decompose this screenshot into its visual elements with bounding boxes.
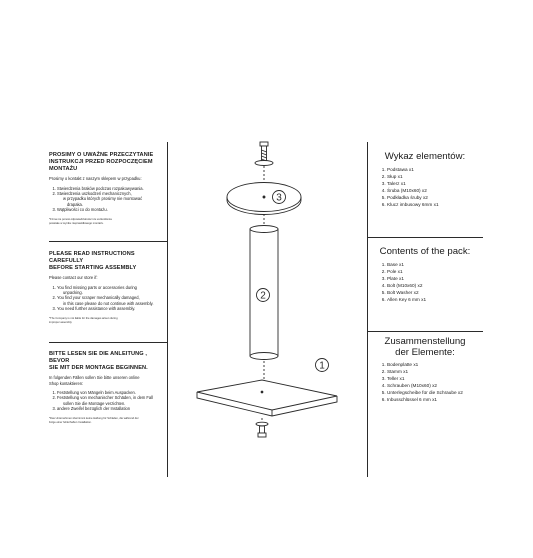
contact-reasons-list bbox=[49, 390, 165, 411]
contact-intro: Please contact our store if: bbox=[49, 275, 98, 281]
parts-list-german bbox=[375, 361, 507, 404]
list-item: 6. Klucz imbusowy 6mm x1 bbox=[387, 201, 507, 208]
contact-intro: Prosimy o kontakt z naszym sklepem w przypadku: bbox=[49, 176, 142, 182]
base-part bbox=[197, 380, 337, 416]
right-divider bbox=[367, 142, 368, 477]
list-item: 1. Base x1 bbox=[387, 261, 507, 268]
instructions-polish bbox=[49, 152, 165, 225]
plate-part bbox=[227, 183, 301, 215]
liability-footnote: *The Company is not liable for the damages arisen during improper assembly. bbox=[49, 317, 118, 324]
list-item: 1. Stwierdzenia braków podczas rozpakowywania. bbox=[57, 186, 165, 191]
parts-list-title-english: Contents of the pack: bbox=[379, 246, 471, 257]
left-separator-2 bbox=[49, 342, 167, 343]
list-item: 3. Plate x1 bbox=[387, 275, 507, 282]
list-item: 4. Śruba (M10x60) x2 bbox=[387, 187, 507, 194]
list-item: 5. Bolt Washer x2 bbox=[387, 289, 507, 296]
list-item: 3. Teller x1 bbox=[387, 375, 507, 382]
left-separator-1 bbox=[49, 241, 167, 242]
list-item: 6. Allen Key 6 mm x1 bbox=[387, 296, 507, 303]
list-item: 3. You need further assistance with assembly. bbox=[57, 306, 165, 311]
parts-list-polish bbox=[375, 166, 507, 209]
contact-intro: In folgenden Fällen sollen Sie bitte unseren online Shop kontaktieren: bbox=[49, 375, 140, 386]
list-item: 4. Schrauben (M10x60) x2 bbox=[387, 382, 507, 389]
assembly-diagram bbox=[182, 130, 362, 440]
parts-list-title-polish: Wykaz elementów: bbox=[384, 151, 466, 162]
instructions-heading: BITTE LESEN SIE DIE ANLEITUNG , BEVOR SIE MIT DER MONTAGE BEGINNEN. bbox=[49, 351, 148, 371]
list-item: 3. andere Zweifel bezüglich der Installation bbox=[57, 406, 165, 411]
list-item: 4. Bolt (M10x60) x2 bbox=[387, 282, 507, 289]
list-item: 1. You find missing parts or accessories during unpacking. bbox=[57, 285, 165, 296]
contact-reasons-list bbox=[49, 285, 165, 311]
list-item: 2. Feststellung von mechanischer Schäden, in dem Fall sollen Sie die Montage verzichten. bbox=[57, 395, 165, 406]
instructions-heading: PLEASE READ INSTRUCTIONS CAREFULLY BEFORE STARTING ASSEMBLY bbox=[49, 251, 137, 271]
list-item: 1. Podstawa x1 bbox=[387, 166, 507, 173]
instructions-heading: PROSIMY O UWAŻNE PRZECZYTANIE INSTRUKCJI PRZED ROZPOCZĘCIEM MONTAŻU bbox=[49, 152, 154, 172]
list-item: 2. Słup x1 bbox=[387, 173, 507, 180]
liability-footnote: *Firma nie ponosi odpowiedzialności za uszkodzenia powstałe w wyniku nieprawidłowego montażu. bbox=[49, 218, 112, 225]
pole-number-label: 2 bbox=[260, 290, 266, 302]
list-item: 2. Stwierdzenia uszkodzeń mechanicznych, w przypadku których prosimy nie montować drapaka. bbox=[57, 191, 165, 207]
base-number-label: 1 bbox=[319, 360, 325, 372]
instructions-german bbox=[49, 351, 165, 424]
right-separator-1 bbox=[367, 237, 483, 238]
list-item: 5. Unterlegscheibe für die Schraube x2 bbox=[387, 389, 507, 396]
right-separator-2 bbox=[367, 331, 483, 332]
bolt-icon bbox=[258, 426, 266, 437]
washer-icon bbox=[256, 422, 268, 426]
list-item: 3. Talerz x1 bbox=[387, 180, 507, 187]
list-item: 3. Wątpliwości co do montażu. bbox=[57, 207, 165, 212]
parts-list-english bbox=[375, 261, 507, 304]
list-item: 5. Podkładka śruby x2 bbox=[387, 194, 507, 201]
list-item: 2. You find your scraper mechanically damaged, in this case please do not continue with assembly. bbox=[57, 295, 165, 306]
plate-number-label: 3 bbox=[276, 192, 282, 204]
instructions-english bbox=[49, 251, 165, 324]
parts-list-title-german: Zusammenstellung der Elemente: bbox=[384, 336, 466, 358]
washer-icon bbox=[255, 161, 273, 166]
bolt-icon bbox=[260, 142, 268, 162]
left-divider bbox=[167, 142, 168, 477]
list-item: 2. Pole x1 bbox=[387, 268, 507, 275]
list-item: 1. Bodenplatte x1 bbox=[387, 361, 507, 368]
contact-reasons-list bbox=[49, 186, 165, 212]
list-item: 2. Stamm x1 bbox=[387, 368, 507, 375]
liability-footnote: *Das Unternehmen übernimmt keine Haftung für Schäden, die während der Folge einer fehlerhaften Installation. bbox=[49, 417, 139, 424]
list-item: 1. Feststellung von Mängeln beim Auspacken. bbox=[57, 390, 165, 395]
list-item: 6. Inbusschlüssel 6 mm x1 bbox=[387, 396, 507, 403]
